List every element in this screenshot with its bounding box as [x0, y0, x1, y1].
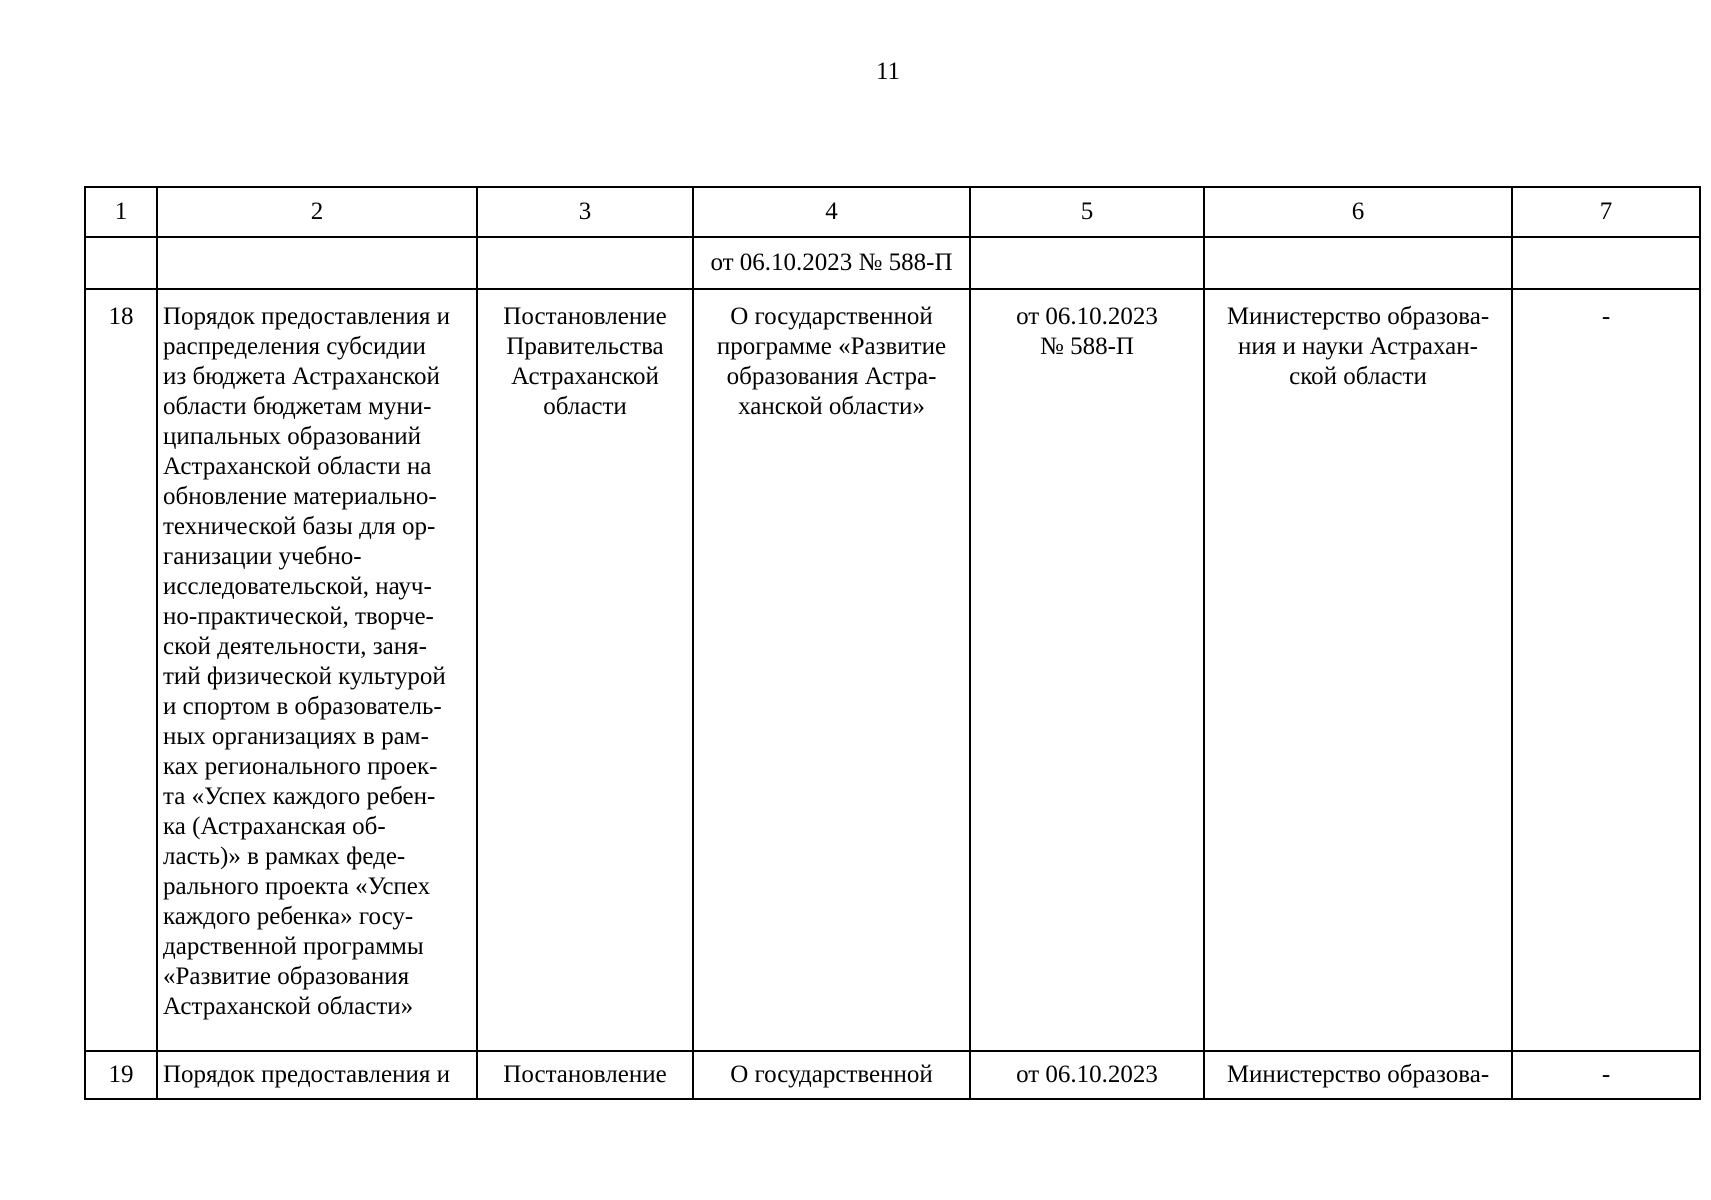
document-date-cell: от 06.10.2023 [970, 1051, 1204, 1099]
text-line: «Развитие образования [163, 963, 410, 990]
document-date-cell [970, 289, 1204, 1051]
text-line: из бюджета Астраханской [163, 363, 440, 390]
document-title-cell: О государственной [693, 1051, 970, 1099]
text-line: программе «Развитие [716, 333, 947, 360]
text-line: Астраханской области» [163, 993, 414, 1020]
continuation-cell-2 [157, 237, 477, 289]
text-line: та «Успех каждого ребен- [163, 783, 436, 810]
text-line: образования Астра- [726, 363, 937, 390]
header-cell-5: 5 [970, 187, 1204, 237]
text-line: области бюджетам муни- [163, 393, 432, 420]
document-name-cell: Порядок предоставления и [157, 1051, 477, 1099]
text-line: ка (Астраханская об- [163, 813, 386, 840]
agency-cell [1204, 289, 1512, 1051]
page-number: 11 [875, 58, 901, 85]
text-line: обновление материально- [163, 483, 437, 510]
continuation-cell-5 [970, 237, 1204, 289]
text-line: ципальных образований [163, 423, 422, 450]
text-line: О государственной [730, 303, 933, 330]
text-line: области [543, 393, 627, 420]
header-cell-1: 1 [85, 187, 157, 237]
text-line: Министерство образова- [1226, 303, 1490, 330]
table-row [85, 289, 1700, 1051]
text-line: каждого ребенка» госу- [163, 903, 414, 930]
text-line: ласть)» в рамках феде- [163, 843, 406, 870]
text-line: ках регионального проек- [163, 753, 438, 780]
document-type-cell: Постановление [477, 1051, 693, 1099]
text-line: от 06.10.2023 [1016, 303, 1158, 330]
document-type-cell [477, 289, 693, 1051]
text-line: тий физической культурой [163, 663, 446, 690]
document-title-cell [693, 289, 970, 1051]
text-line: рального проекта «Успех [163, 873, 431, 900]
document-name-cell [157, 289, 477, 1051]
text-line: Астраханской области на [163, 453, 432, 480]
note-cell: - [1512, 1051, 1700, 1099]
text-line: но-практической, творче- [163, 603, 434, 630]
text-line: Правительства [506, 333, 664, 360]
text-line: Астраханской [511, 363, 659, 390]
text-line: № 588-П [1040, 333, 1134, 360]
continuation-cell-7 [1512, 237, 1700, 289]
continuation-cell-4: от 06.10.2023 № 588-П [693, 237, 970, 289]
document-table [84, 186, 1701, 1100]
text-line: распределения субсидии [163, 333, 426, 360]
agency-cell: Министерство образова- [1204, 1051, 1512, 1099]
text-line: ных организациях в рам- [163, 723, 429, 750]
text-line: Порядок предоставления и [163, 303, 451, 330]
text-line: ния и науки Астрахан- [1238, 333, 1478, 360]
note-cell: - [1512, 289, 1700, 1051]
text-line: ской деятельности, заня- [163, 633, 427, 660]
text-line: исследовательской, науч- [163, 573, 432, 600]
header-cell-4: 4 [693, 187, 970, 237]
continuation-row [85, 237, 1700, 289]
row-number-cell: 18 [85, 289, 157, 1051]
continuation-cell-6 [1204, 237, 1512, 289]
header-cell-7: 7 [1512, 187, 1700, 237]
header-cell-2: 2 [157, 187, 477, 237]
continuation-cell-3 [477, 237, 693, 289]
text-line: ганизации учебно- [163, 543, 362, 570]
table-header-row [85, 187, 1700, 237]
header-cell-6: 6 [1204, 187, 1512, 237]
text-line: и спортом в образователь- [163, 693, 442, 720]
text-line: ханской области» [738, 393, 925, 420]
header-cell-3: 3 [477, 187, 693, 237]
text-line: технической базы для ор- [163, 513, 436, 540]
table-row [85, 1051, 1700, 1099]
text-line: ской области [1289, 363, 1427, 390]
row-number-cell: 19 [85, 1051, 157, 1099]
text-line: дарственной программы [163, 933, 424, 960]
text-line: Постановление [503, 303, 667, 330]
continuation-cell-1 [85, 237, 157, 289]
